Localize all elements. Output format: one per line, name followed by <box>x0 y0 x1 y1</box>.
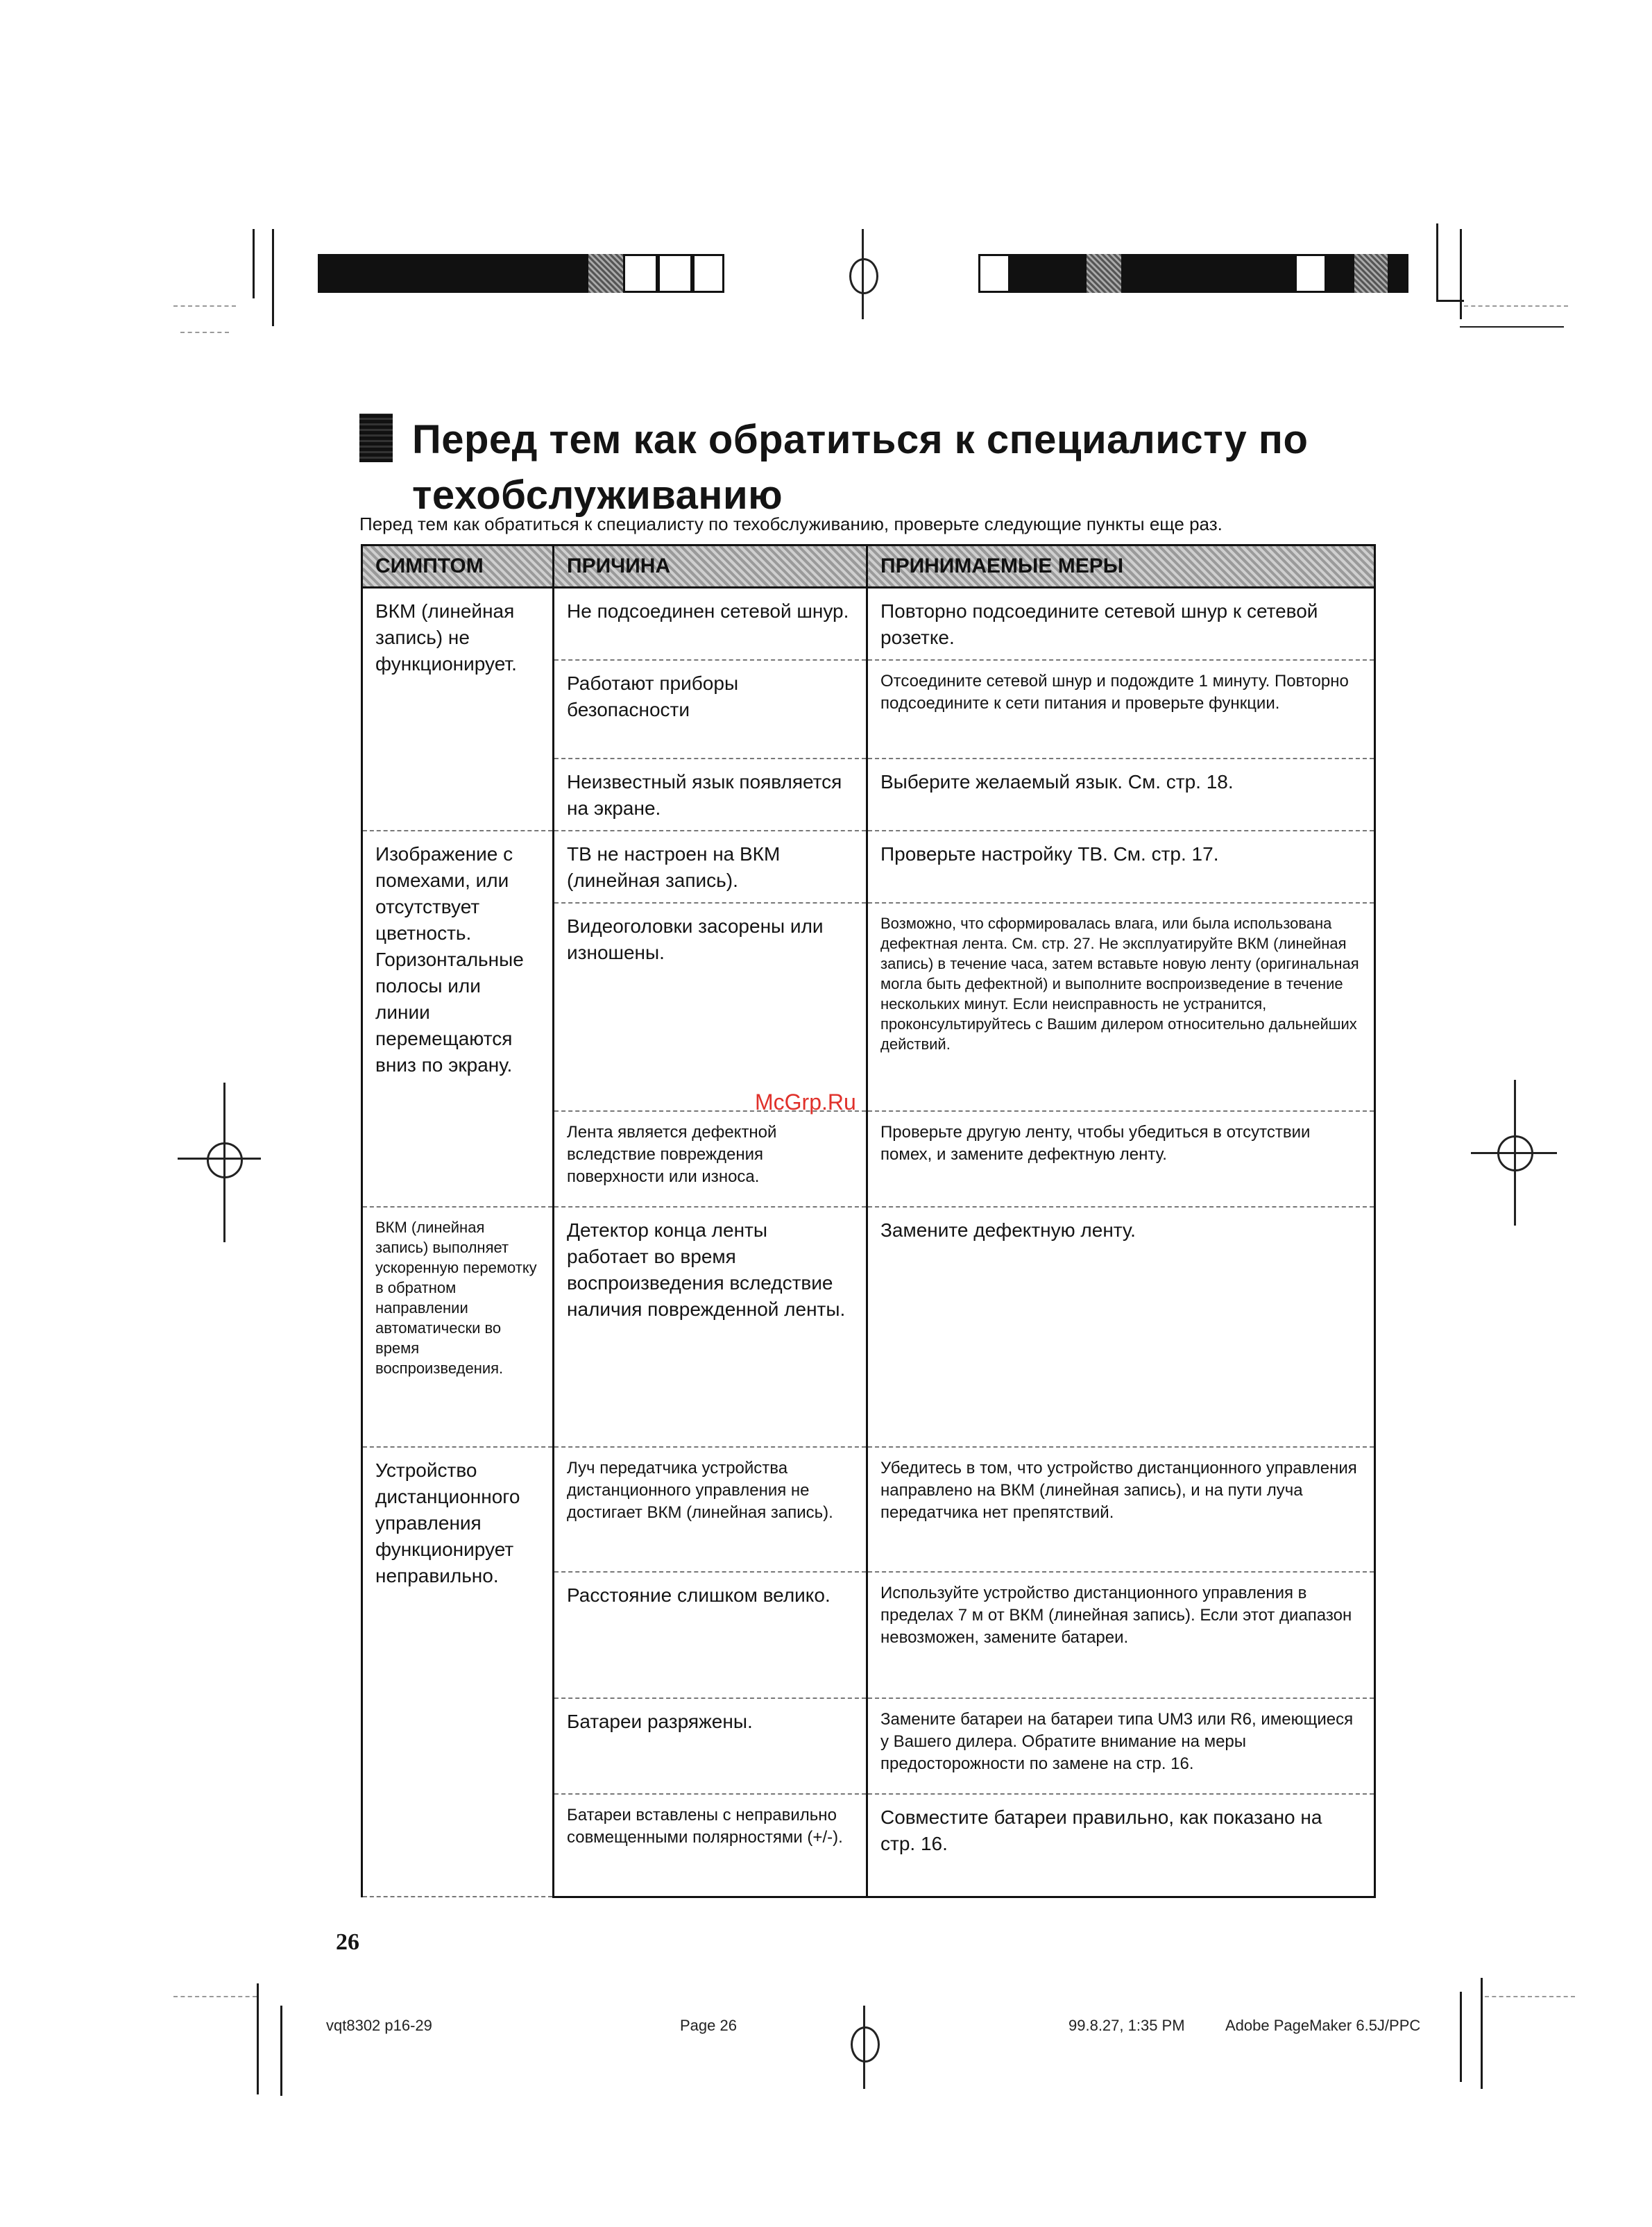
crop-mark <box>173 1996 257 1997</box>
crop-mark <box>1481 1978 1483 2089</box>
crop-mark <box>1436 223 1438 300</box>
remedy-cell: Повторно подсоедините сетевой шнур к сетевой розетке. <box>867 588 1375 661</box>
remedy-cell: Выберите желаемый язык. См. стр. 18. <box>867 759 1375 831</box>
crop-mark <box>173 305 236 307</box>
cause-cell: Батареи разряжены. <box>554 1698 867 1794</box>
footer-page: Page 26 <box>680 2017 737 2034</box>
cause-cell: Батареи вставлены с неправильно совмещенными полярностями (+/-). <box>554 1794 867 1897</box>
registration-mark-icon <box>863 2006 865 2089</box>
remedy-cell: Замените дефектную ленту. <box>867 1207 1375 1447</box>
column-header-cause: ПРИЧИНА <box>554 545 867 588</box>
symptom-cell: ВКМ (линейная запись) выполняет ускоренную перемотку в обратном направлении автоматически во время воспроизведения. <box>362 1207 554 1447</box>
remedy-cell: Проверьте другую ленту, чтобы убедиться в отсутствии помех, и замените дефектную ленту. <box>867 1111 1375 1207</box>
crop-mark <box>253 229 255 298</box>
crop-mark <box>1460 326 1564 328</box>
watermark: McGrp.Ru <box>755 1090 856 1115</box>
registration-mark-icon <box>851 2026 880 2063</box>
table-row <box>362 1207 1375 1447</box>
registration-mark-icon <box>862 229 864 319</box>
crop-mark <box>280 2006 282 2096</box>
crop-mark <box>180 332 229 333</box>
cause-cell: Расстояние слишком велико. <box>554 1572 867 1698</box>
cause-cell: Детектор конца ленты работает во время воспроизведения вследствие наличия поврежденной ленты. <box>554 1207 867 1447</box>
remedy-cell: Убедитесь в том, что устройство дистанционного управления направлено на ВКМ (линейная запись), и на пути луча передатчика нет препятствий. <box>867 1447 1375 1572</box>
page-title: Перед тем как обратиться к специалисту по техобслуживанию <box>412 417 1309 518</box>
cause-cell: Неизвестный язык появляется на экране. <box>554 759 867 831</box>
cause-cell: ТВ не настроен на ВКМ (линейная запись). <box>554 831 867 903</box>
registration-mark-icon <box>849 258 878 294</box>
color-bar-right <box>978 254 1408 293</box>
table-row <box>362 831 1375 903</box>
crop-mark <box>272 229 274 326</box>
remedy-cell: Совместите батареи правильно, как показано на стр. 16. <box>867 1794 1375 1897</box>
footer-timestamp: 99.8.27, 1:35 PM <box>1068 2017 1185 2034</box>
remedy-cell: Отсоедините сетевой шнур и подождите 1 минуту. Повторно подсоедините к сети питания и проверьте функции. <box>867 660 1375 759</box>
table-header-row <box>362 545 1375 588</box>
cause-cell: Работают приборы безопасности <box>554 660 867 759</box>
table-row <box>362 1447 1375 1572</box>
symptom-cell: Изображение с помехами, или отсутствует цветность. Горизонтальные полосы или линии перемещаются вниз по экрану. <box>362 831 554 1207</box>
section-marker-icon <box>359 414 393 462</box>
crop-mark <box>1464 305 1568 307</box>
intro-text: Перед тем как обратиться к специалисту по техобслуживанию, проверьте следующие пункты еще раз. <box>359 514 1223 534</box>
cause-cell: Луч передатчика устройства дистанционного управления не достигает ВКМ (линейная запись). <box>554 1447 867 1572</box>
registration-mark-icon <box>223 1083 225 1242</box>
crop-mark <box>1485 1996 1575 1997</box>
symptom-cell: ВКМ (линейная запись) не функционирует. <box>362 588 554 831</box>
symptom-cell: Устройство дистанционного управления функционирует неправильно. <box>362 1447 554 1897</box>
crop-mark <box>1460 1992 1462 2082</box>
table-row <box>362 588 1375 661</box>
footer-file: vqt8302 p16-29 <box>326 2017 432 2034</box>
remedy-cell: Используйте устройство дистанционного управления в пределах 7 м от ВКМ (линейная запись). Если этот диапазон невозможен, замените батареи. <box>867 1572 1375 1698</box>
cause-cell: Видеоголовки засорены или изношены. <box>554 903 867 1111</box>
cause-cell: Лента является дефектной вследствие повреждения поверхности или износа. <box>554 1111 867 1207</box>
page-number: 26 <box>336 1929 359 1955</box>
crop-mark <box>257 1983 259 2094</box>
registration-mark-icon <box>178 1158 261 1160</box>
remedy-cell: Замените батареи на батареи типа UM3 или R6, имеющиеся у Вашего дилера. Обратите внимание на меры предосторожности по замене на стр. 16. <box>867 1698 1375 1794</box>
crop-mark <box>1460 229 1462 319</box>
column-header-remedy: ПРИНИМАЕМЫЕ МЕРЫ <box>867 545 1375 588</box>
remedy-cell: Возможно, что сформировалась влага, или была использована дефектная лента. См. стр. 27. Не эксплуатируйте ВКМ (линейная запись) в течение часа, затем вставьте новую ленту (оригинальная могла быть дефектной) и выполните воспроизведение в течение нескольких минут. Если неисправность не устранится, проконсультируйтесь с Вашим дилером относительно дальнейших действий. <box>867 903 1375 1111</box>
cause-cell: Не подсоединен сетевой шнур. <box>554 588 867 661</box>
footer-app: Adobe PageMaker 6.5J/PPC <box>1225 2017 1421 2034</box>
color-bar-left <box>318 254 745 293</box>
troubleshooting-table <box>361 544 1376 1898</box>
registration-mark-icon <box>1471 1152 1557 1154</box>
column-header-symptom: СИМПТОМ <box>362 545 554 588</box>
remedy-cell: Проверьте настройку ТВ. См. стр. 17. <box>867 831 1375 903</box>
